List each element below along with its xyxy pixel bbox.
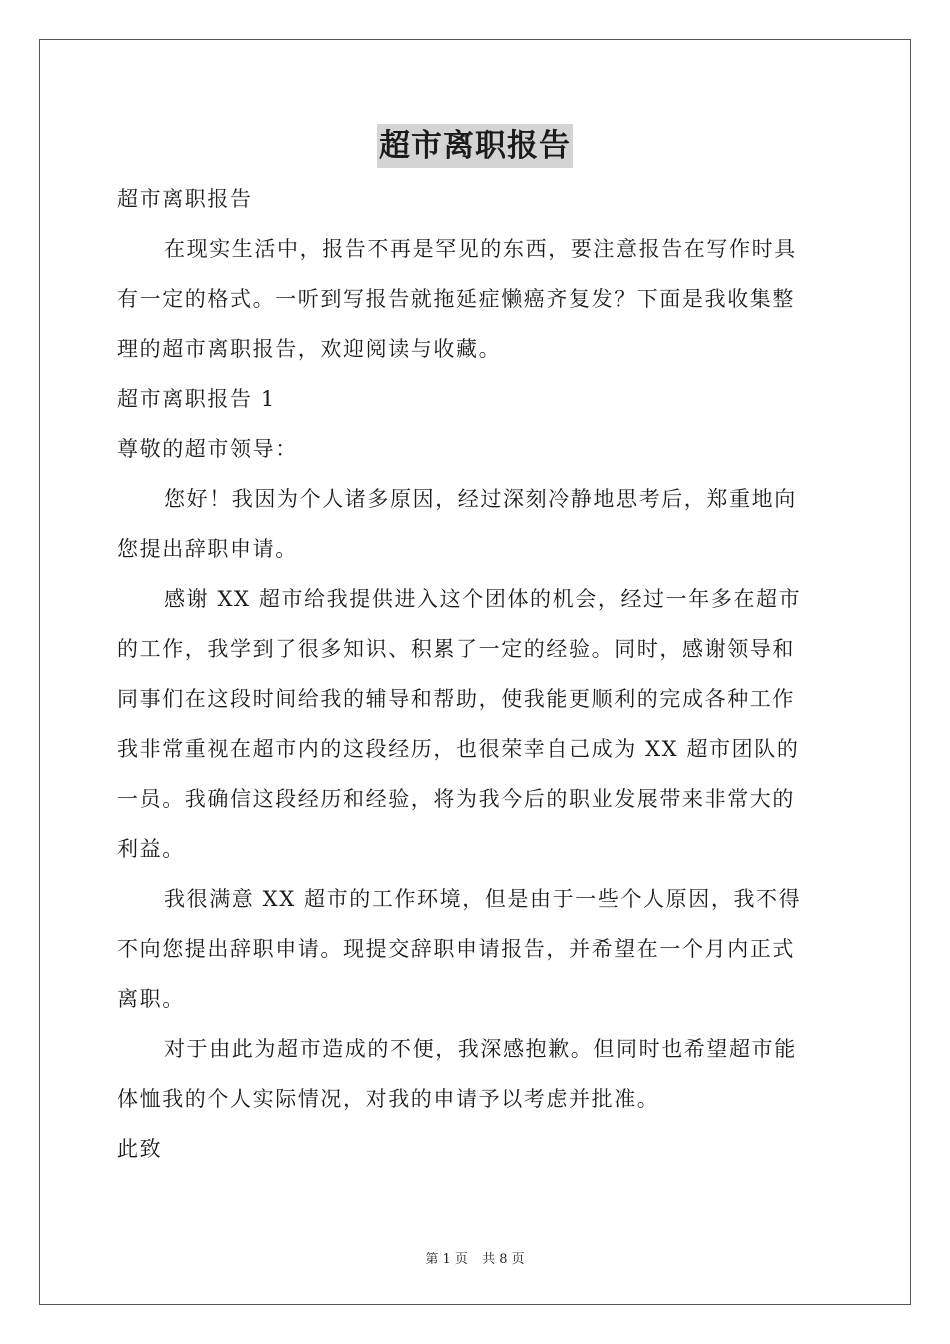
body-line: 离职。 [117,987,185,1011]
body-line: 体恤我的个人实际情况，对我的申请予以考虑并批准。 [117,1087,660,1111]
body-line: 您好！我因为个人诸多原因，经过深刻冷静地思考后，郑重地向 [164,487,797,511]
body-line: 我非常重视在超市内的这段经历，也很荣幸自己成为 XX 超市团队的 [117,737,800,761]
body-line: 一员。我确信这段经历和经验，将为我今后的职业发展带来非常大的 [117,787,795,811]
page-footer [0,1248,950,1267]
page-number: 第 1 页 [425,1252,468,1267]
body-line: 超市离职报告 [117,187,253,211]
body-line: 此致 [117,1137,163,1161]
body-line: 对于由此为超市造成的不便，我深感抱歉。但同时也希望超市能 [164,1037,797,1061]
document-body [117,174,833,1174]
body-line: 我很满意 XX 超市的工作环境，但是由于一些个人原因，我不得 [164,887,802,911]
body-line: 的工作，我学到了很多知识、积累了一定的经验。同时，感谢领导和 [117,637,795,661]
body-line: 不向您提出辞职申请。现提交辞职申请报告，并希望在一个月内正式 [117,937,795,961]
body-line: 利益。 [117,837,185,861]
body-line: 有一定的格式。一听到写报告就拖延症懒癌齐复发？下面是我收集整 [117,287,795,311]
title-container [0,124,950,168]
document-title: 超市离职报告 [377,124,573,168]
body-line: 超市离职报告 1 [117,387,276,411]
body-line: 理的超市离职报告，欢迎阅读与收藏。 [117,337,502,361]
body-line: 您提出辞职申请。 [117,537,298,561]
page-total: 共 8 页 [482,1252,525,1267]
body-line: 同事们在这段时间给我的辅导和帮助，使我能更顺利的完成各种工作 [117,687,795,711]
body-line: 尊敬的超市领导： [117,437,298,461]
body-line: 在现实生活中，报告不再是罕见的东西，要注意报告在写作时具 [164,237,797,261]
body-line: 感谢 XX 超市给我提供进入这个团体的机会，经过一年多在超市 [164,587,802,611]
